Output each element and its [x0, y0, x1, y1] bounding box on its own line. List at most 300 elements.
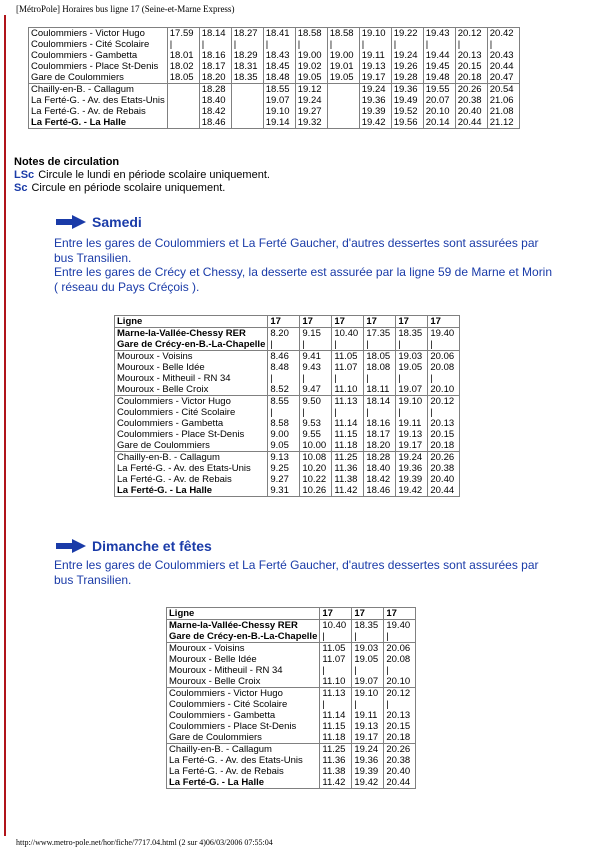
note-text: Circule en période scolaire uniquement. — [31, 182, 226, 194]
time-value: 21.08 — [489, 106, 514, 117]
time-value: 9.43 — [302, 362, 321, 373]
time-cell — [428, 452, 460, 497]
time-value: | — [489, 39, 493, 50]
time-value: 21.06 — [489, 95, 514, 106]
arrow-right-icon — [56, 539, 86, 553]
time-value: | — [354, 631, 357, 642]
time-value: 19.39 — [398, 474, 423, 485]
stop-names-cell — [115, 328, 268, 351]
time-cell — [268, 351, 300, 396]
time-value — [234, 84, 261, 95]
time-value: 18.20 — [366, 440, 391, 451]
time-value: 11.25 — [334, 452, 358, 463]
time-value: 18.16 — [201, 50, 226, 61]
time-value: 19.49 — [393, 95, 418, 106]
stop-name: Mouroux - Mitheuil - RN 34 — [169, 665, 283, 676]
table-row-group — [167, 620, 416, 643]
time-value: 19.45 — [425, 61, 450, 72]
time-value: 18.42 — [366, 474, 391, 485]
time-value: 20.42 — [489, 28, 514, 39]
time-value: 9.47 — [302, 384, 321, 395]
time-value: 20.15 — [386, 721, 411, 732]
time-cell — [359, 84, 391, 129]
time-value: 19.24 — [297, 95, 322, 106]
stop-name: Gare de Crécy-en-B.-La-Chapelle — [117, 339, 266, 350]
time-value: 19.10 — [265, 106, 290, 117]
line-number: 17 — [332, 316, 364, 328]
time-value: 18.31 — [233, 61, 258, 72]
time-value: | — [329, 39, 333, 50]
time-value: 9.55 — [302, 429, 321, 440]
time-value: 18.27 — [233, 28, 258, 39]
time-value: | — [270, 407, 273, 418]
time-value: 19.13 — [398, 429, 423, 440]
header-label: Ligne — [115, 316, 268, 328]
stop-name: Mouroux - Mitheuil - RN 34 — [117, 373, 231, 384]
time-value: 19.05 — [329, 72, 354, 83]
time-cell — [332, 328, 364, 351]
time-value: 10.00 — [302, 440, 327, 451]
stop-name: Marne-la-Vallée-Chessy RER — [117, 328, 246, 339]
time-value: 19.10 — [398, 396, 423, 407]
time-value: 20.18 — [430, 440, 455, 451]
note-code: Sc — [14, 182, 28, 194]
time-cell — [423, 84, 455, 129]
time-value: 19.43 — [425, 28, 450, 39]
time-value: | — [386, 699, 389, 710]
time-value: 20.14 — [425, 117, 450, 128]
time-cell — [300, 328, 332, 351]
time-value: | — [302, 407, 305, 418]
time-value: 19.24 — [393, 50, 418, 61]
time-value: 18.55 — [265, 84, 290, 95]
time-value — [330, 95, 357, 106]
stop-name: Coulommiers - Gambetta — [169, 710, 276, 721]
time-value: 19.48 — [425, 72, 450, 83]
time-value: 18.01 — [169, 50, 194, 61]
stop-names-cell — [167, 620, 320, 643]
time-cell — [423, 28, 455, 84]
time-value: | — [322, 699, 325, 710]
stop-name: Gare de Coulommiers — [169, 732, 262, 743]
stop-name: Gare de Coulommiers — [117, 440, 210, 451]
time-cell — [455, 28, 487, 84]
time-cell — [300, 452, 332, 497]
time-value: 11.14 — [334, 418, 358, 429]
time-value: 20.40 — [457, 106, 482, 117]
stop-name: La Ferté-G. - Av. des Etats-Unis — [117, 463, 251, 474]
time-value: 18.43 — [265, 50, 290, 61]
time-value: 9.13 — [270, 452, 289, 463]
time-value: 18.05 — [169, 72, 194, 83]
stop-name: La Ferté-G. - Av. de Rebais — [117, 474, 232, 485]
time-value: 18.58 — [297, 28, 322, 39]
page-header: [MétroPole] Horaires bus ligne 17 (Seine-et-Marne Express) — [16, 4, 235, 14]
time-value: 19.00 — [329, 50, 354, 61]
time-cell — [327, 28, 359, 84]
stop-names-cell — [29, 84, 168, 129]
time-cell — [268, 396, 300, 452]
time-cell — [428, 351, 460, 396]
time-value: 20.26 — [457, 84, 482, 95]
stop-name: Chailly-en-B. - Callagum — [31, 84, 134, 95]
time-value: 11.25 — [322, 744, 346, 755]
time-value: 20.13 — [430, 418, 455, 429]
time-value: 19.11 — [361, 50, 385, 61]
time-value: 20.06 — [430, 351, 455, 362]
left-margin-rule — [4, 15, 6, 836]
time-value: 20.06 — [386, 643, 411, 654]
time-value: 19.05 — [398, 362, 423, 373]
time-cell — [263, 84, 295, 129]
arrow-right-icon — [56, 215, 86, 229]
time-value: 20.40 — [430, 474, 455, 485]
table-row-group — [115, 351, 460, 396]
time-value: 20.15 — [430, 429, 455, 440]
time-value — [234, 95, 261, 106]
time-value: | — [366, 339, 369, 350]
samedi-paragraph: Entre les gares de Coulommiers et La Ferté Gaucher, d'autres dessertes sont assurées par bus Transilien. — [54, 236, 539, 265]
section-samedi — [56, 214, 142, 230]
time-cell — [332, 452, 364, 497]
time-value: 10.20 — [302, 463, 327, 474]
time-value: 19.01 — [329, 61, 354, 72]
time-value: 11.15 — [322, 721, 346, 732]
time-value: 20.10 — [430, 384, 455, 395]
time-value: 11.14 — [322, 710, 346, 721]
line-number: 17 — [268, 316, 300, 328]
time-value: 19.03 — [398, 351, 423, 362]
time-value: 18.28 — [366, 452, 391, 463]
time-value: 8.58 — [270, 418, 289, 429]
time-value: | — [430, 373, 433, 384]
time-cell — [167, 84, 199, 129]
stop-name: La Ferté-G. - Av. de Rebais — [31, 106, 146, 117]
stop-name: La Ferté-G. - La Halle — [169, 777, 265, 788]
time-value: 18.17 — [201, 61, 226, 72]
time-value: 11.05 — [334, 351, 358, 362]
time-value: 9.53 — [302, 418, 321, 429]
stop-name: Coulommiers - Place St-Denis — [117, 429, 245, 440]
time-value: 20.12 — [430, 396, 455, 407]
time-value: 19.07 — [354, 676, 379, 687]
time-value: 11.10 — [322, 676, 346, 687]
time-value: 19.55 — [425, 84, 450, 95]
time-value: 18.46 — [366, 485, 391, 496]
time-value: | — [270, 339, 273, 350]
time-value: 11.36 — [334, 463, 358, 474]
stop-name: La Ferté-G. - Av. de Rebais — [169, 766, 284, 777]
time-value: 19.00 — [297, 50, 322, 61]
line-number: 17 — [300, 316, 332, 328]
line-number: 17 — [396, 316, 428, 328]
stop-name: Mouroux - Belle Idée — [117, 362, 205, 373]
time-value: | — [398, 373, 401, 384]
time-cell — [295, 28, 327, 84]
time-cell — [263, 28, 295, 84]
time-value: 18.14 — [366, 396, 391, 407]
stop-name: Coulommiers - Gambetta — [31, 50, 138, 61]
time-cell — [396, 351, 428, 396]
table-row-group — [167, 744, 416, 789]
time-value: 20.18 — [386, 732, 411, 743]
time-value: | — [398, 407, 401, 418]
time-value: 19.42 — [398, 485, 423, 496]
time-cell — [268, 328, 300, 351]
time-value: 19.42 — [361, 117, 386, 128]
time-value: 18.28 — [201, 84, 226, 95]
time-value: 17.35 — [366, 328, 391, 339]
time-value: 18.35 — [233, 72, 258, 83]
dimanche-paragraph: Entre les gares de Coulommiers et La Ferté Gaucher, d'autres dessertes sont assurées par bus Transilien. — [54, 558, 539, 587]
stop-name: Mouroux - Belle Croix — [169, 676, 261, 687]
time-value: | — [386, 665, 389, 676]
time-value: | — [334, 373, 337, 384]
time-value — [170, 106, 197, 117]
time-value: 20.13 — [386, 710, 411, 721]
time-cell — [320, 643, 352, 688]
time-value: 19.36 — [354, 755, 379, 766]
time-value: 18.42 — [201, 106, 226, 117]
time-value: 19.52 — [393, 106, 418, 117]
time-value: 20.40 — [386, 766, 411, 777]
time-value: | — [334, 407, 337, 418]
time-value: 11.13 — [322, 688, 346, 699]
time-value: 17.59 — [169, 28, 194, 39]
time-value: 18.35 — [398, 328, 423, 339]
time-cell — [364, 351, 396, 396]
time-value: 11.42 — [334, 485, 358, 496]
time-cell — [199, 28, 231, 84]
time-value: 18.16 — [366, 418, 391, 429]
time-value: 18.29 — [233, 50, 258, 61]
time-value: 19.17 — [398, 440, 423, 451]
time-value: 18.40 — [366, 463, 391, 474]
time-value: 9.27 — [270, 474, 289, 485]
time-value: 20.07 — [425, 95, 450, 106]
time-cell — [396, 396, 428, 452]
time-cell — [428, 328, 460, 351]
time-value: 8.20 — [270, 328, 289, 339]
time-value: 18.45 — [265, 61, 290, 72]
stop-name: Marne-la-Vallée-Chessy RER — [169, 620, 298, 631]
time-cell — [384, 688, 416, 744]
time-cell — [359, 28, 391, 84]
time-cell — [231, 28, 263, 84]
time-value: 18.58 — [329, 28, 354, 39]
stop-name: Coulommiers - Victor Hugo — [31, 28, 145, 39]
time-value: 19.13 — [354, 721, 379, 732]
time-value: 18.11 — [366, 384, 390, 395]
time-value: 19.36 — [398, 463, 423, 474]
time-value: 19.40 — [386, 620, 411, 631]
time-cell — [352, 620, 384, 643]
top-timetable — [28, 27, 520, 129]
time-value: 19.36 — [361, 95, 386, 106]
time-value: 20.26 — [430, 452, 455, 463]
time-value: 19.17 — [354, 732, 379, 743]
time-cell — [320, 620, 352, 643]
section-title: Dimanche et fêtes — [92, 538, 212, 554]
note-text: Circule le lundi en période scolaire uniquement. — [38, 169, 270, 181]
stop-name: Coulommiers - Place St-Denis — [31, 61, 159, 72]
time-value: 10.26 — [302, 485, 327, 496]
time-value: 19.11 — [354, 710, 378, 721]
time-value: 20.08 — [386, 654, 411, 665]
time-value: 19.39 — [354, 766, 379, 777]
time-cell — [332, 396, 364, 452]
stop-names-cell — [167, 744, 320, 789]
time-cell — [167, 28, 199, 84]
time-cell — [352, 744, 384, 789]
stop-name: La Ferté-G. - La Halle — [117, 485, 213, 496]
time-value: 20.44 — [489, 61, 514, 72]
table-row-group — [167, 643, 416, 688]
line-number: 17 — [320, 608, 352, 620]
time-value: 20.08 — [430, 362, 455, 373]
stop-name: La Ferté-G. - Av. des Etats-Unis — [31, 95, 165, 106]
time-value: 18.46 — [201, 117, 226, 128]
stop-name: La Ferté-G. - La Halle — [31, 117, 127, 128]
time-value: | — [425, 39, 429, 50]
time-value: 20.38 — [430, 463, 455, 474]
time-value: 19.26 — [393, 61, 418, 72]
page-footer: http://www.metro-pole.net/hor/fiche/7717.04.html (2 sur 4)06/03/2006 07:55:04 — [16, 838, 273, 847]
time-cell — [300, 396, 332, 452]
time-cell — [391, 84, 423, 129]
time-value: | — [201, 39, 205, 50]
time-value: 20.18 — [457, 72, 482, 83]
time-cell — [352, 643, 384, 688]
time-cell — [300, 351, 332, 396]
time-value: 19.02 — [297, 61, 322, 72]
time-value: 19.13 — [361, 61, 386, 72]
time-value — [330, 84, 357, 95]
section-title: Samedi — [92, 214, 142, 230]
stop-names-cell — [115, 396, 268, 452]
time-cell — [384, 744, 416, 789]
stop-name: Chailly-en-B. - Callagum — [169, 744, 272, 755]
time-value: | — [361, 39, 365, 50]
time-value: | — [322, 631, 325, 642]
time-value: 18.08 — [366, 362, 391, 373]
time-value: 21.12 — [489, 117, 514, 128]
line-number: 17 — [428, 316, 460, 328]
time-value — [234, 117, 261, 128]
stop-name: Mouroux - Belle Croix — [117, 384, 209, 395]
note-code: LSc — [14, 169, 35, 181]
time-value: 11.18 — [334, 440, 358, 451]
time-value: 10.08 — [302, 452, 327, 463]
time-value: | — [302, 339, 305, 350]
time-value: 8.48 — [270, 362, 289, 373]
time-value: 19.22 — [393, 28, 418, 39]
time-cell — [384, 620, 416, 643]
time-cell — [352, 688, 384, 744]
table-row-group — [115, 328, 460, 351]
time-value: | — [297, 39, 301, 50]
note-lsc — [14, 169, 270, 181]
time-value: 20.44 — [430, 485, 455, 496]
time-value: 18.02 — [169, 61, 194, 72]
time-value: 9.15 — [302, 328, 321, 339]
table-row-group — [29, 28, 520, 84]
time-value: 10.22 — [302, 474, 327, 485]
line-number: 17 — [384, 608, 416, 620]
time-value: 20.13 — [457, 50, 482, 61]
time-value: 10.40 — [322, 620, 347, 631]
time-value: 19.05 — [354, 654, 379, 665]
time-value: 9.41 — [302, 351, 321, 362]
time-cell — [295, 84, 327, 129]
time-value: 18.41 — [265, 28, 290, 39]
time-value: 18.35 — [354, 620, 379, 631]
time-value: 20.26 — [386, 744, 411, 755]
time-value: 11.07 — [334, 362, 358, 373]
time-value — [234, 106, 261, 117]
table-row-group — [167, 688, 416, 744]
time-value: 11.38 — [322, 766, 346, 777]
time-cell — [320, 688, 352, 744]
time-value: 18.48 — [265, 72, 290, 83]
time-value: 20.44 — [457, 117, 482, 128]
time-value: | — [393, 39, 397, 50]
stop-name: Coulommiers - Cité Scolaire — [117, 407, 236, 418]
time-value: 19.36 — [393, 84, 418, 95]
header-label: Ligne — [167, 608, 320, 620]
time-value: 11.07 — [322, 654, 346, 665]
time-value: 20.38 — [457, 95, 482, 106]
time-value: 18.05 — [366, 351, 391, 362]
time-cell — [487, 28, 519, 84]
time-value: | — [398, 339, 401, 350]
note-sc — [14, 182, 225, 194]
table-header-row — [167, 608, 416, 620]
time-value: 20.54 — [489, 84, 514, 95]
time-value: | — [430, 407, 433, 418]
time-cell — [396, 328, 428, 351]
stop-names-cell — [115, 452, 268, 497]
time-value: 20.12 — [457, 28, 482, 39]
time-value: 11.10 — [334, 384, 358, 395]
time-value: 19.24 — [361, 84, 386, 95]
time-cell — [384, 643, 416, 688]
time-cell — [320, 744, 352, 789]
time-value: 10.40 — [334, 328, 359, 339]
stop-name: Coulommiers - Gambetta — [117, 418, 224, 429]
time-value: 9.31 — [270, 485, 289, 496]
stop-names-cell — [167, 688, 320, 744]
time-value: 18.20 — [201, 72, 226, 83]
time-cell — [268, 452, 300, 497]
table-row-group — [29, 84, 520, 129]
section-dimanche — [56, 538, 212, 554]
time-value: 19.56 — [393, 117, 418, 128]
time-value: | — [322, 665, 325, 676]
time-value: | — [233, 39, 237, 50]
time-value: 9.25 — [270, 463, 289, 474]
stop-name: Gare de Crécy-en-B.-La-Chapelle — [169, 631, 318, 642]
time-value: | — [169, 39, 173, 50]
time-cell — [396, 452, 428, 497]
time-value: | — [354, 665, 357, 676]
stop-name: Coulommiers - Victor Hugo — [117, 396, 231, 407]
time-value: | — [354, 699, 357, 710]
time-cell — [199, 84, 231, 129]
table-row-group — [115, 452, 460, 497]
stop-name: Chailly-en-B. - Callagum — [117, 452, 220, 463]
time-value: | — [366, 373, 369, 384]
